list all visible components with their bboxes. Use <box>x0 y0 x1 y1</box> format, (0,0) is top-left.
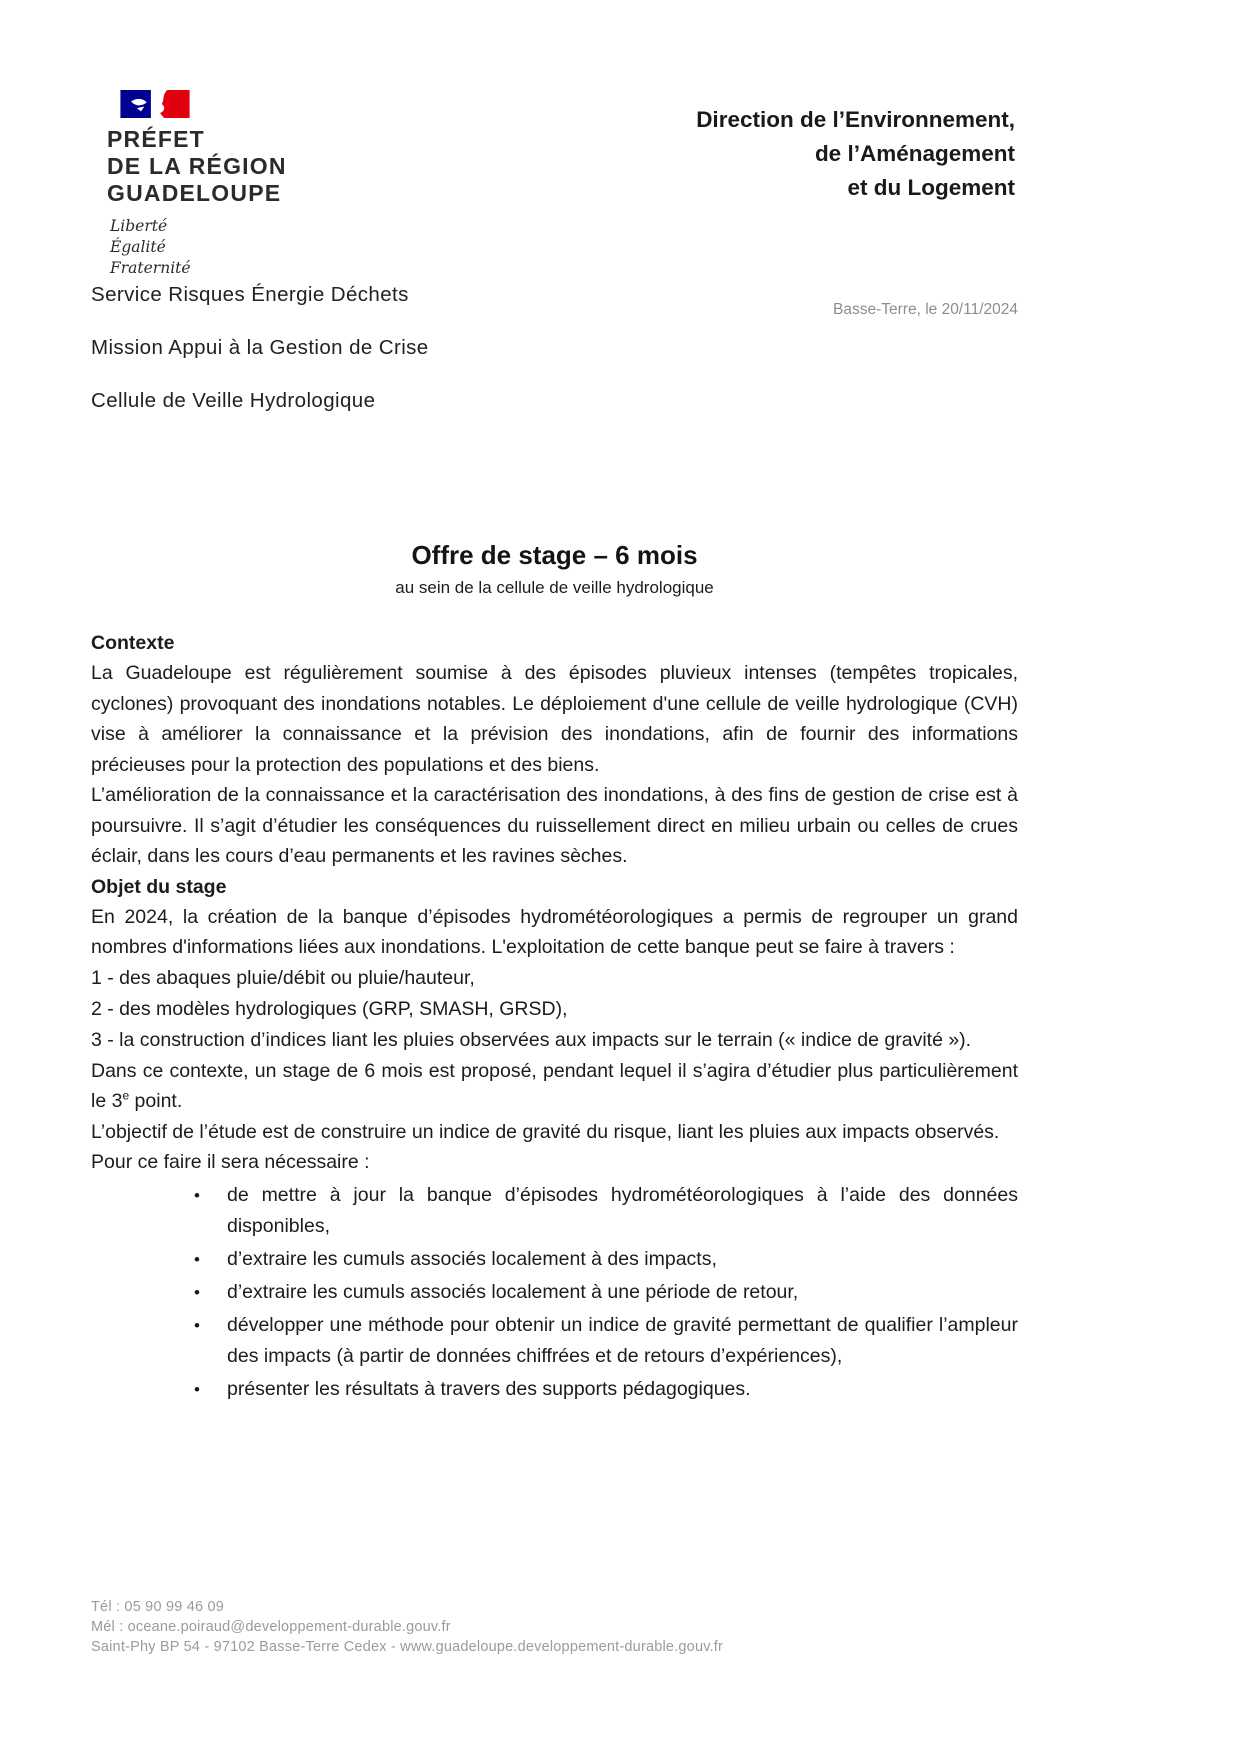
numbered-item-1: 1 - des abaques pluie/débit ou pluie/hauteur, <box>91 966 475 989</box>
numbered-item-2: 2 - des modèles hydrologiques (GRP, SMASH, GRSD), <box>91 997 568 1020</box>
stage-paragraph: Dans ce contexte, un stage de 6 mois est proposé, pendant lequel il s’agira d’étudier plus particulièrement le 3e point. <box>91 1059 1018 1112</box>
logo-line-3: GUADELOUPE <box>107 180 282 206</box>
footer-email: Mél : oceane.poiraud@developpement-durable.gouv.fr <box>91 1619 451 1635</box>
bullet-item-1: • de mettre à jour la banque d’épisodes hydrométéorologiques à l’aide des données disponibles, <box>91 1180 1018 1242</box>
prefet-logo <box>107 90 367 279</box>
bullet-item-5: • présenter les résultats à travers des supports pédagogiques. <box>91 1374 1018 1405</box>
bullet-item-2: • d’extraire les cumuls associés localement à des impacts, <box>91 1244 1018 1275</box>
page-footer <box>91 1597 723 1657</box>
document-title: Offre de stage – 6 mois <box>411 540 698 570</box>
tasks-bullet-list <box>91 1180 1018 1405</box>
contexte-paragraph-2: L’amélioration de la connaissance et la caractérisation des inondations, à des fins de gestion de crise est à poursuivre. Il s’agit d’étudier les conséquences du ruissellement direct en milieu urbain ou celles de crues éclair, dans les cours d’eau permanents et les ravines sèches. <box>91 784 1018 867</box>
logo-line-2: DE LA RÉGION <box>107 153 287 179</box>
numbered-item-3: 3 - la construction d’indices liant les pluies observées aux impacts sur le terrain (« indice de gravité »). <box>91 1028 972 1051</box>
footer-address: Saint-Phy BP 54 - 97102 Basse-Terre Cedex - www.guadeloupe.developpement-durable.gouv.fr <box>91 1639 724 1655</box>
contexte-paragraph-1: La Guadeloupe est régulièrement soumise à des épisodes pluvieux intenses (tempêtes tropicales, cyclones) provoquant des inondations notables. Le déploiement d'une cellule de veille hydrologique (CVH) vise à améliorer la connaissance et la prévision des inondations, afin de fournir des informations précieuses pour la protection des populations et des biens. <box>91 662 1018 776</box>
objet-intro: En 2024, la création de la banque d’épisodes hydrométéorologiques a permis de regrouper un grand nombres d'informations liées aux inondations. L'exploitation de cette banque peut se faire à travers : <box>91 905 1018 958</box>
direction-line-2: de l’Aménagement <box>814 141 1015 166</box>
direction-header <box>696 103 1015 205</box>
logo-line-1: PRÉFET <box>107 126 205 152</box>
service-line-2: Mission Appui à la Gestion de Crise <box>91 336 429 359</box>
numbered-list <box>91 963 1018 1056</box>
document-title-block <box>91 540 1018 598</box>
document-body <box>91 628 1018 1405</box>
motto-egalite: Égalité <box>110 238 166 256</box>
service-line-1: Service Risques Énergie Déchets <box>91 283 409 306</box>
bullet-item-3: • d’extraire les cumuls associés localement à une période de retour, <box>91 1277 1018 1308</box>
motto-liberte: Liberté <box>110 217 168 235</box>
document-subtitle: au sein de la cellule de veille hydrologique <box>395 578 714 597</box>
sender-services <box>91 283 429 442</box>
direction-line-3: et du Logement <box>847 175 1015 200</box>
objectif-paragraph: L’objectif de l’étude est de construire un indice de gravité du risque, liant les pluies aux impacts observés. <box>91 1120 1000 1143</box>
service-line-3: Cellule de Veille Hydrologique <box>91 389 376 412</box>
bullet-item-4: • développer une méthode pour obtenir un indice de gravité permettant de qualifier l’ampleur des impacts (à partir de données chiffrées et de retours d’expériences), <box>91 1310 1018 1372</box>
direction-line-1: Direction de l’Environnement, <box>696 107 1015 132</box>
french-flag-marianne-icon <box>120 90 190 118</box>
pour-ce-faire-line: Pour ce faire il sera nécessaire : <box>91 1151 370 1173</box>
motto-fraternite: Fraternité <box>110 259 191 277</box>
objet-heading: Objet du stage <box>91 875 227 898</box>
logo-title <box>107 126 367 207</box>
superscript-e: e <box>122 1088 130 1103</box>
footer-phone: Tél : 05 90 99 46 09 <box>91 1599 224 1615</box>
logo-motto <box>107 216 367 279</box>
contexte-heading: Contexte <box>91 632 175 654</box>
dateline: Basse-Terre, le 20/11/2024 <box>833 301 1018 318</box>
